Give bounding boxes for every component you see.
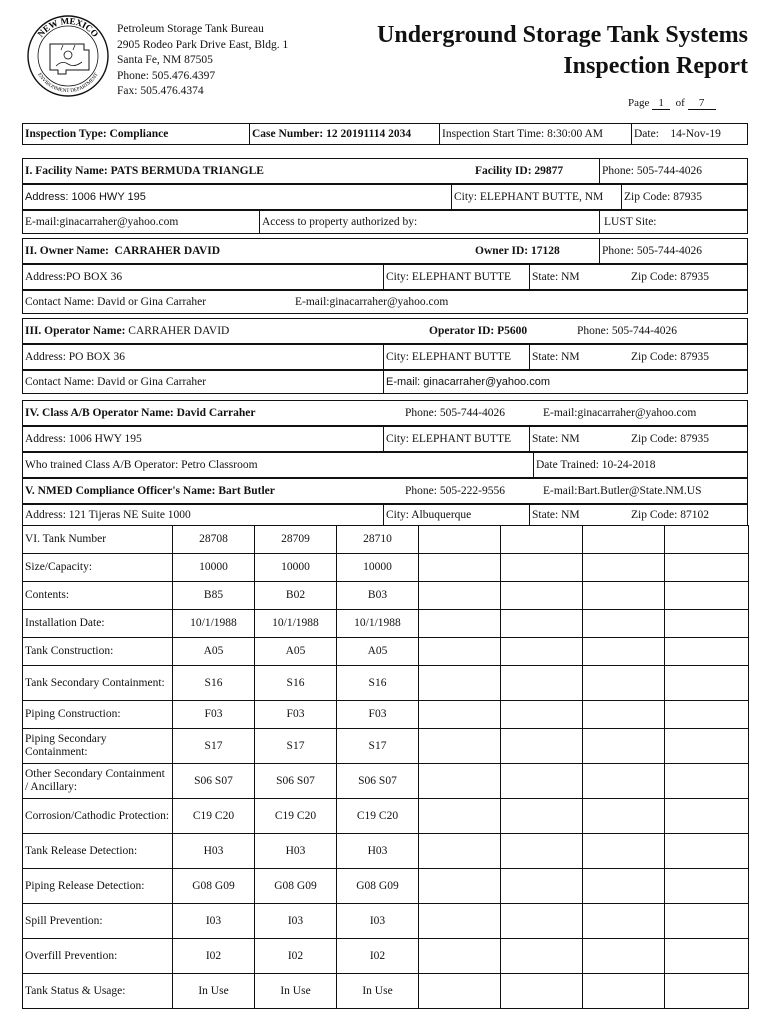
facility-city: City: ELEPHANT BUTTE, NM [451,185,621,209]
inspection-start-time: Inspection Start Time: 8:30:00 AM [439,124,631,144]
tank-cell-value: C19 C20 [337,799,419,834]
officer-phone: Phone: 505-222-9556 [405,485,505,497]
tank-cell-value: 28708 [173,526,255,554]
officer-zip: Zip Code: 87102 [631,509,709,521]
tank-cell-value: I02 [255,939,337,974]
tank-cell-empty [501,799,583,834]
tank-cell-empty [501,869,583,904]
operator-name-label: III. Operator Name: [25,325,126,337]
tank-cell-empty [665,526,749,554]
tank-cell-value: S16 [173,666,255,701]
tank-cell-empty [419,764,501,799]
tank-table-row [23,729,749,764]
operator-name-value: CARRAHER DAVID [128,325,230,337]
tank-cell-value: 10000 [255,554,337,582]
officer-name-row [22,478,748,504]
operator-address-row [22,344,748,370]
owner-contact: Contact Name: David or Gina Carraher [25,296,207,308]
facility-id: Facility ID: 29877 [475,165,564,177]
tank-cell-value: S17 [337,729,419,764]
tank-cell-empty [583,729,665,764]
tank-cell-empty [583,939,665,974]
svg-text:NEW MEXICO: NEW MEXICO [35,15,101,39]
tank-row-label: VI. Tank Number [23,526,173,554]
tank-cell-value: A05 [337,638,419,666]
inspection-row [22,123,748,145]
operator-contact: Contact Name: David or Gina Carraher [25,376,207,388]
tank-cell-empty [419,869,501,904]
officer-state: State: NM [529,505,629,525]
tank-cell-empty [665,666,749,701]
classab-trained-by: Who trained Class A/B Operator: Petro Classroom [25,459,258,471]
tank-cell-empty [583,554,665,582]
tank-cell-empty [665,904,749,939]
tank-cell-empty [501,904,583,939]
tank-cell-value: S06 S07 [255,764,337,799]
tank-cell-empty [501,974,583,1009]
owner-contact-row [22,290,748,314]
facility-name: I. Facility Name: PATS BERMUDA TRIANGLE [25,165,264,177]
tank-cell-empty [583,526,665,554]
tank-table-row [23,869,749,904]
date-label: Date: [634,128,659,140]
tank-table [22,525,749,1009]
tank-row-label: Tank Construction: [23,638,173,666]
tank-cell-value: G08 G09 [173,869,255,904]
tank-cell-value: 28709 [255,526,337,554]
tank-cell-empty [583,638,665,666]
tank-cell-value: I03 [255,904,337,939]
operator-id: Operator ID: P5600 [429,325,528,337]
classab-name-row [22,400,748,426]
tank-cell-value: S06 S07 [337,764,419,799]
operator-name [23,319,427,343]
facility-address-row [22,184,748,210]
bureau-address-block [117,22,288,100]
tank-cell-empty [583,582,665,610]
owner-name [23,239,473,263]
officer-address-row [22,504,748,526]
tank-row-label: Tank Status & Usage: [23,974,173,1009]
bureau-fax: Fax: 505.476.4374 [117,85,204,97]
operator-contact-row [22,370,748,394]
tank-cell-value: F03 [337,701,419,729]
tank-cell-value: 10/1/1988 [173,610,255,638]
tank-cell-empty [583,869,665,904]
operator-zip: Zip Code: 87935 [631,351,709,363]
tank-cell-value: G08 G09 [337,869,419,904]
owner-name-value: CARRAHER DAVID [114,245,221,257]
classab-state: State: NM [529,427,629,451]
tank-cell-empty [501,834,583,869]
tank-cell-empty [501,526,583,554]
facility-name-row [22,158,748,184]
owner-zip: Zip Code: 87935 [631,271,709,283]
tank-cell-value: A05 [173,638,255,666]
tank-table-row [23,799,749,834]
tank-cell-empty [419,666,501,701]
page-of: of [675,97,685,109]
tank-cell-value: G08 G09 [255,869,337,904]
tank-cell-empty [583,666,665,701]
tank-cell-empty [583,799,665,834]
tank-cell-value: In Use [255,974,337,1009]
officer-email: E-mail:Bart.Butler@State.NM.US [543,485,702,497]
tank-cell-empty [419,904,501,939]
page-total: 7 [688,97,716,110]
owner-city: City: ELEPHANT BUTTE [383,265,529,289]
tank-table-row [23,610,749,638]
operator-city: City: ELEPHANT BUTTE [383,345,529,369]
bureau-phone: Phone: 505.476.4397 [117,69,216,82]
tank-cell-empty [583,974,665,1009]
date-value: 14-Nov-19 [670,128,721,140]
tank-cell-empty [583,764,665,799]
report-title [377,20,748,82]
tank-cell-value: S17 [173,729,255,764]
classab-date-trained: Date Trained: 10-24-2018 [533,453,747,477]
officer-address: Address: 121 Tijeras NE Suite 1000 [25,509,191,521]
title-line-2: Inspection Report [563,53,748,79]
tank-table-row [23,764,749,799]
tank-cell-empty [501,939,583,974]
tank-cell-value: F03 [255,701,337,729]
tank-cell-empty [419,701,501,729]
case-number: Case Number: 12 20191114 2034 [249,124,439,144]
facility-email-row [22,210,748,234]
tank-cell-empty [501,554,583,582]
tank-cell-value: H03 [173,834,255,869]
tank-row-label: Size/Capacity: [23,554,173,582]
tank-cell-empty [665,701,749,729]
facility-address: Address: 1006 HWY 195 [25,191,146,203]
classab-city: City: ELEPHANT BUTTE [383,427,529,451]
tank-cell-empty [583,834,665,869]
owner-address-row [22,264,748,290]
bureau-city: Santa Fe, NM 87505 [117,54,213,66]
owner-id: Owner ID: 17128 [475,245,560,257]
tank-cell-empty [501,729,583,764]
facility-lust: LUST Site: [599,211,747,233]
classab-email: E-mail:ginacarraher@yahoo.com [543,407,697,419]
tank-cell-empty [665,764,749,799]
tank-cell-empty [583,904,665,939]
tank-row-label: Tank Secondary Containment: [23,666,173,701]
tank-row-label: Contents: [23,582,173,610]
tank-cell-empty [501,764,583,799]
tank-cell-value: I02 [173,939,255,974]
tank-table-row [23,834,749,869]
tank-cell-value: C19 C20 [173,799,255,834]
tank-cell-value: In Use [337,974,419,1009]
tank-table-row [23,974,749,1009]
tank-table-row [23,939,749,974]
tank-cell-empty [665,582,749,610]
tank-cell-value: S16 [337,666,419,701]
tank-cell-value: S16 [255,666,337,701]
tank-cell-value: 10000 [173,554,255,582]
owner-name-row [22,238,748,264]
svg-text:ENVIRONMENT DEPARTMENT: ENVIRONMENT DEPARTMENT [36,71,100,95]
owner-name-label: II. Owner Name: [25,245,109,257]
tank-cell-empty [501,638,583,666]
tank-cell-empty [419,974,501,1009]
tank-row-label: Piping Secondary Containment: [23,729,173,764]
tank-cell-value: F03 [173,701,255,729]
tank-table-row [23,904,749,939]
tank-cell-value: I02 [337,939,419,974]
facility-phone: Phone: 505-744-4026 [599,159,747,183]
tank-row-label: Overfill Prevention: [23,939,173,974]
tank-cell-empty [665,799,749,834]
tank-cell-value: C19 C20 [255,799,337,834]
tank-cell-empty [501,610,583,638]
tank-table-row [23,554,749,582]
tank-cell-value: H03 [255,834,337,869]
facility-zip: Zip Code: 87935 [621,185,747,209]
classab-address-row [22,426,748,452]
tank-cell-value: 28710 [337,526,419,554]
tank-table-row [23,701,749,729]
inspection-type: Inspection Type: Compliance [25,128,169,140]
tank-cell-empty [665,638,749,666]
tank-cell-value: I03 [173,904,255,939]
operator-email: E-mail: ginacarraher@yahoo.com [383,371,747,393]
tank-cell-empty [665,729,749,764]
tank-cell-empty [665,939,749,974]
tank-cell-empty [583,610,665,638]
tank-row-label: Corrosion/Cathodic Protection: [23,799,173,834]
tank-cell-value: H03 [337,834,419,869]
tank-cell-empty [665,554,749,582]
tank-cell-empty [419,799,501,834]
facility-access: Access to property authorized by: [259,211,599,233]
tank-table-row [23,666,749,701]
tank-row-label: Other Secondary Containment / Ancillary: [23,764,173,799]
classab-name: IV. Class A/B Operator Name: David Carraher [25,407,256,419]
tank-table-row [23,582,749,610]
tank-cell-empty [501,582,583,610]
tank-cell-value: B03 [337,582,419,610]
tank-cell-empty [419,834,501,869]
tank-cell-empty [501,701,583,729]
tank-cell-value: S06 S07 [173,764,255,799]
tank-row-label: Piping Construction: [23,701,173,729]
facility-email: E-mail:ginacarraher@yahoo.com [25,216,179,228]
tank-table-row [23,526,749,554]
tank-cell-value: A05 [255,638,337,666]
tank-row-label: Installation Date: [23,610,173,638]
tank-cell-empty [419,526,501,554]
owner-state: State: NM [529,265,629,289]
operator-phone: Phone: 505-744-4026 [577,325,677,337]
tank-cell-value: 10000 [337,554,419,582]
tank-cell-value: S17 [255,729,337,764]
tank-cell-value: I03 [337,904,419,939]
owner-address: Address:PO BOX 36 [25,271,123,283]
tank-row-label: Piping Release Detection: [23,869,173,904]
officer-city: City: Albuquerque [383,505,529,525]
bureau-street: 2905 Rodeo Park Drive East, Bldg. 1 [117,38,289,51]
tank-cell-empty [665,974,749,1009]
owner-phone: Phone: 505-744-4026 [599,239,747,263]
page-current: 1 [652,97,670,110]
page-indicator [628,97,716,110]
tank-cell-empty [419,939,501,974]
tank-cell-empty [501,666,583,701]
title-line-1: Underground Storage Tank Systems [377,22,748,48]
bureau-name: Petroleum Storage Tank Bureau [117,23,264,35]
page-label: Page [628,97,650,109]
tank-cell-empty [419,582,501,610]
tank-cell-empty [419,554,501,582]
classab-phone: Phone: 505-744-4026 [405,407,505,419]
tank-cell-empty [419,610,501,638]
classab-zip: Zip Code: 87935 [631,433,709,445]
tank-row-label: Spill Prevention: [23,904,173,939]
classab-training-row [22,452,748,478]
tank-cell-empty [583,701,665,729]
tank-cell-value: In Use [173,974,255,1009]
tank-cell-empty [665,869,749,904]
tank-row-label: Tank Release Detection: [23,834,173,869]
inspection-date [631,124,747,144]
operator-address: Address: PO BOX 36 [25,351,125,363]
owner-email: E-mail:ginacarraher@yahoo.com [295,296,449,308]
tank-cell-value: 10/1/1988 [255,610,337,638]
nm-environment-seal-logo [26,14,110,98]
tank-cell-value: B02 [255,582,337,610]
tank-cell-empty [665,834,749,869]
tank-cell-value: 10/1/1988 [337,610,419,638]
tank-cell-empty [419,729,501,764]
tank-cell-empty [665,610,749,638]
classab-address: Address: 1006 HWY 195 [25,433,142,445]
operator-state: State: NM [529,345,629,369]
operator-name-row [22,318,748,344]
officer-name: V. NMED Compliance Officer's Name: Bart Butler [25,485,275,497]
tank-cell-value: B85 [173,582,255,610]
tank-table-row [23,638,749,666]
tank-cell-empty [419,638,501,666]
